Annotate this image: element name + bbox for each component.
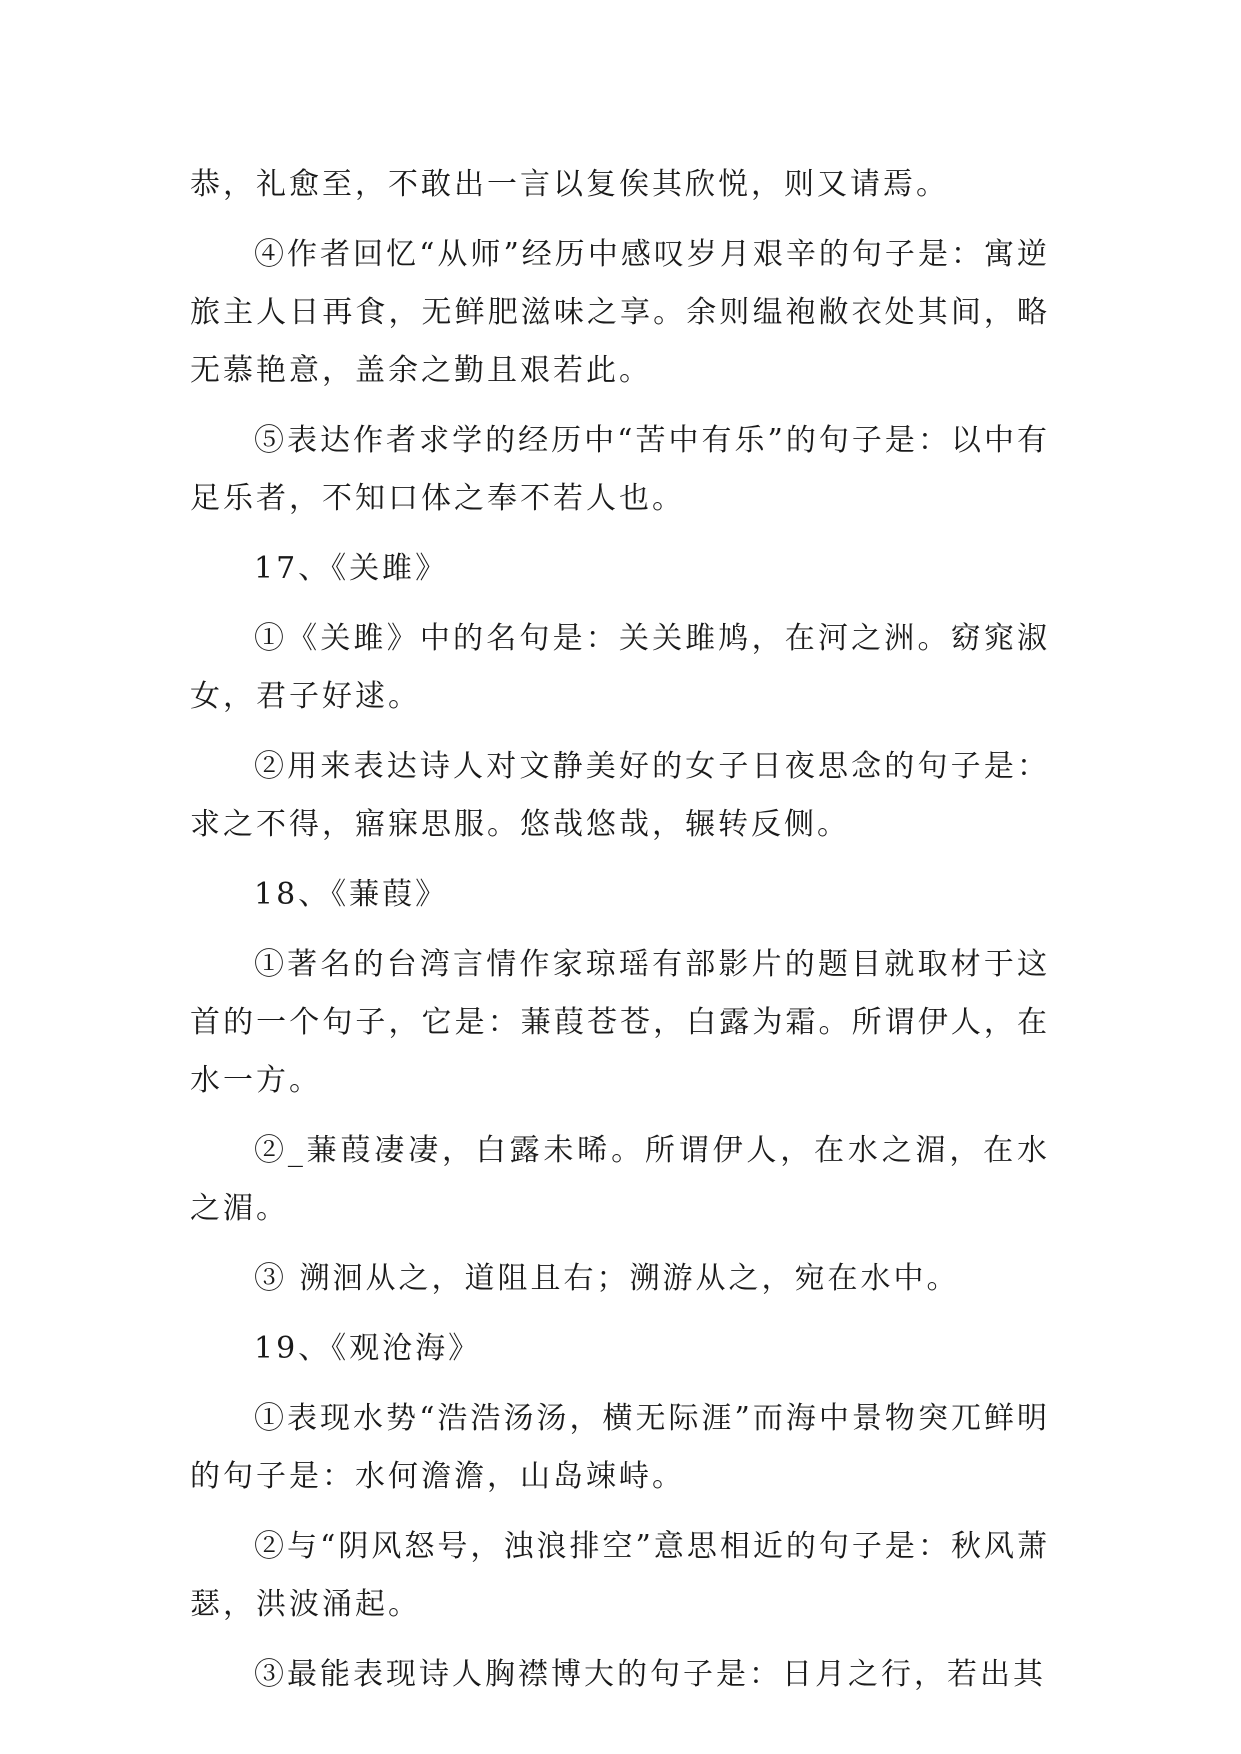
- paragraph: ①著名的台湾言情作家琼瑶有部影片的题目就取材于这首的一个句子，它是：蒹葭苍苍，白露为霜。所谓伊人，在水一方。: [190, 947, 1050, 1098]
- paragraph: ④作者回忆“从师”经历中感叹岁月艰辛的句子是：寓逆旅主人日再食，无鲜肥滋味之享。余则缊袍敝衣处其间，略无慕艳意，盖余之勤且艰若此。: [190, 237, 1050, 388]
- paragraph: ①《关雎》中的名句是：关关雎鸠，在河之洲。窈窕淑女，君子好逑。: [190, 621, 1050, 714]
- section-heading: 17、《关雎》: [254, 551, 449, 586]
- paragraph: ②用来表达诗人对文静美好的女子日夜思念的句子是：求之不得，寤寐思服。悠哉悠哉，辗转反侧。: [190, 749, 1050, 842]
- paragraph: ③最能表现诗人胸襟博大的句子是：日月之行，若出其: [254, 1657, 1046, 1692]
- paragraph: 恭，礼愈至，不敢出一言以复俟其欣悦，则又请焉。: [190, 167, 949, 202]
- document-page: [190, 156, 1050, 1716]
- paragraph: ⑤表达作者求学的经历中“苦中有乐”的句子是：以中有足乐者，不知口体之奉不若人也。: [190, 423, 1050, 516]
- paragraph: ①表现水势“浩浩汤汤，横无际涯”而海中景物突兀鲜明的句子是：水何澹澹，山岛竦峙。: [190, 1401, 1050, 1494]
- paragraph: ②与“阴风怒号，浊浪排空”意思相近的句子是：秋风萧瑟，洪波涌起。: [190, 1529, 1050, 1622]
- section-heading: 18、《蒹葭》: [254, 877, 449, 912]
- paragraph: ②_蒹葭凄凄，白露未晞。所谓伊人，在水之湄，在水之湄。: [190, 1133, 1050, 1226]
- paragraph: ③ 溯洄从之，道阻且右；溯游从之，宛在水中。: [254, 1261, 960, 1296]
- section-heading: 19、《观沧海》: [254, 1331, 482, 1366]
